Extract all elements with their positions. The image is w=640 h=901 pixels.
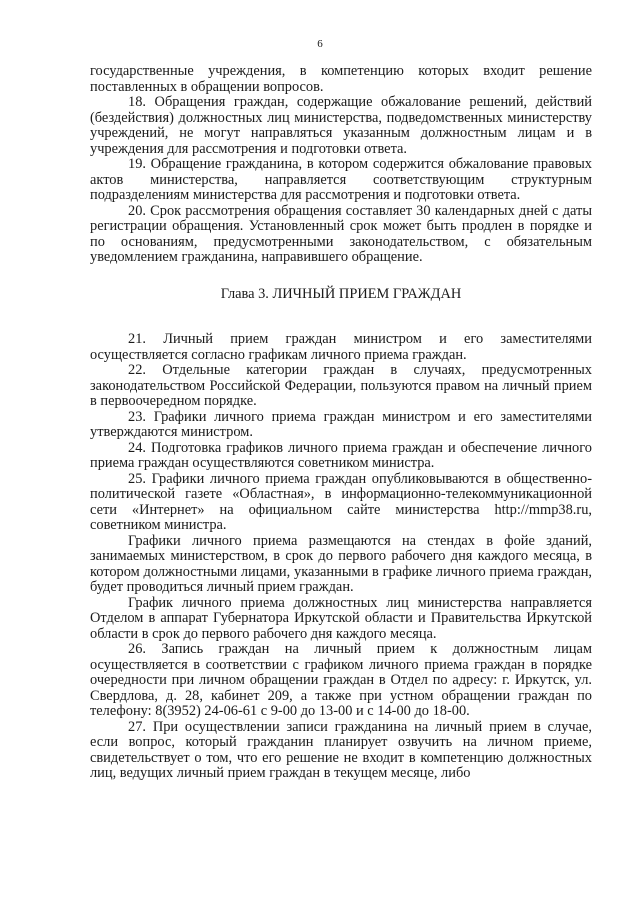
paragraph-25-schedule-sending: График личного приема должностных лиц министерства направляется Отделом в аппарат Губернатора Иркутской области и Правительства Иркутской области в срок до первого рабочего дня каждого месяца.: [90, 594, 592, 642]
paragraph-25-schedules-posting: Графики личного приема размещаются на стендах в фойе зданий, занимаемых министерством, в срок до первого рабочего дня каждого месяца, в котором должностными лицами, указанными в графике личного приема граждан, будет проводиться личный прием граждан.: [90, 532, 592, 595]
paragraph-27: 27. При осуществлении записи гражданина на личный прием в случае, если вопрос, который гражданин планирует озвучить на личном приеме, свидетельствует о том, что его решение не входит в компетенцию должностных лиц, ведущих личный прием граждан в текущем месяце, либо: [90, 718, 592, 781]
paragraph-21: 21. Личный прием граждан министром и его заместителями осуществляется согласно графикам личного приема граждан.: [90, 331, 592, 363]
paragraph-19: 19. Обращение гражданина, в котором содержится обжалование правовых актов министерства, направляется соответствующим структурным подразделениям министерства для рассмотрения и подготовки ответа.: [90, 156, 592, 203]
chapter-heading: Глава 3. ЛИЧНЫЙ ПРИЕМ ГРАЖДАН: [220, 285, 462, 302]
paragraph-24: 24. Подготовка графиков личного приема граждан и обеспечение личного приема граждан осуществляются советником министра.: [90, 439, 592, 471]
paragraph-20: 20. Срок рассмотрения обращения составляет 30 календарных дней с даты регистрации обращения. Установленный срок может быть продлен в порядке и по основаниям, предусмотренными законодательством, с обязательным уведомлением гражданина, направившего обращение.: [90, 202, 592, 265]
paragraph-25: 25. Графики личного приема граждан опубликовываются в общественно-политической газете «Областная», в информационно-телекоммуникационной сети «Интернет» на официальном сайте министерства http://mmp38.ru, советником министра.: [90, 470, 592, 533]
paragraph-22: 22. Отдельные категории граждан в случаях, предусмотренных законодательством Российской Федерации, пользуются правом на личный прием в первоочередном порядке.: [90, 362, 592, 409]
paragraph-18: 18. Обращения граждан, содержащие обжалование решений, действий (бездействия) должностных лиц министерства, подведомственных министерству учреждений, не могут направляться указанным должностным лицам и в учреждения для рассмотрения и подготовки ответа.: [90, 94, 592, 157]
document-body: [90, 64, 592, 782]
paragraph-23: 23. Графики личного приема граждан министром и его заместителями утверждаются министром.: [90, 408, 592, 440]
paragraph-continuation: государственные учреждения, в компетенцию которых входит решение поставленных в обращении вопросов.: [90, 63, 592, 95]
page-number: 6: [317, 38, 323, 50]
paragraph-26: 26. Запись граждан на личный прием к должностным лицам осуществляется в соответствии с графиком личного приема граждан в порядке очередности при личном обращении граждан в Отдел по адресу: г. Иркутск, ул. Свердлова, д. 28, кабинет 209, а также при устном обращении граждан по телефону: 8(3952) 24-06-61 с 9-00 до 13-00 и с 14-00 до 18-00.: [90, 641, 592, 719]
